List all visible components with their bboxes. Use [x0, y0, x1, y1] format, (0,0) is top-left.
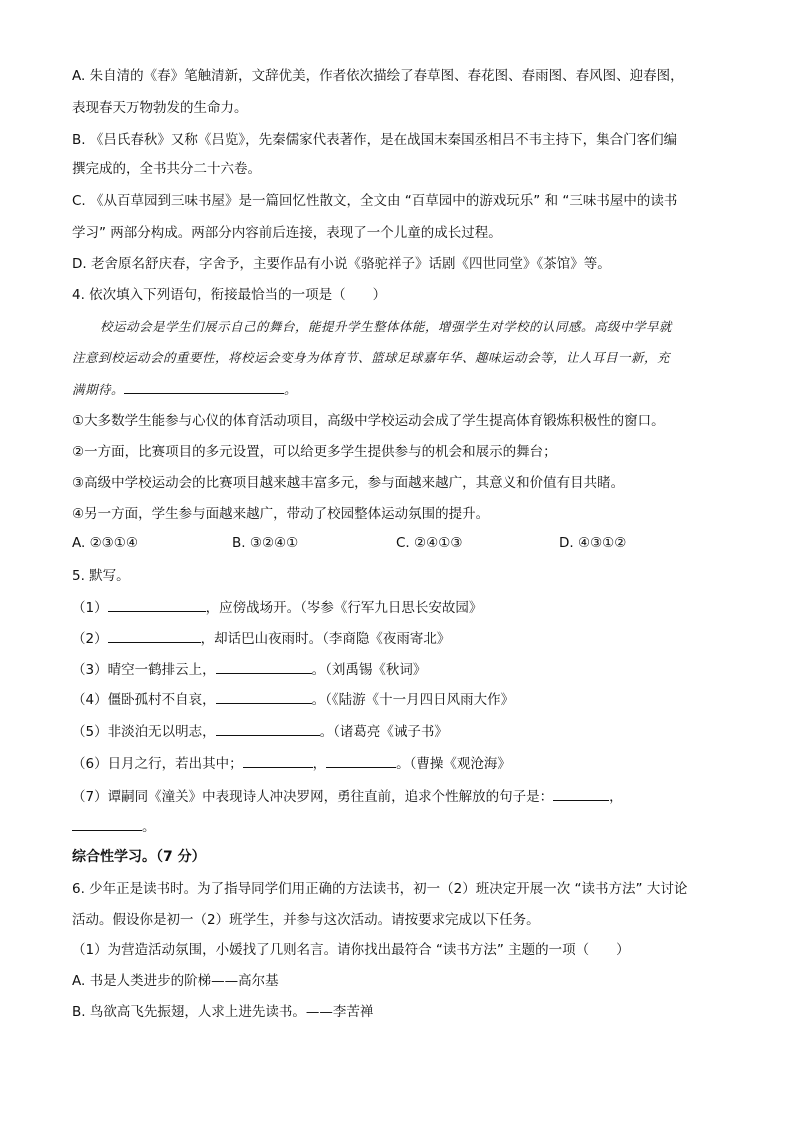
- q4-sentence-2: ②一方面，比赛项目的多元设置，可以给更多学生提供参与的机会和展示的舞台；: [72, 444, 557, 460]
- q3-option-b-line2: 撰完成的，全书共分二十六卷。: [72, 161, 261, 177]
- q3-option-c-line2: 学习” 两部分构成。两部分内容前后连接，表现了一个儿童的成长过程。: [72, 225, 502, 241]
- q5-item-6-comma: ，: [312, 756, 327, 772]
- q3-option-b-line1: B. 《吕氏春秋》又称《吕览》，先秦儒家代表著作，是在战国末秦国丞相吕不韦主持下，集合门客们编: [72, 132, 678, 148]
- q5-item-2-text: ，却话巴山夜雨时。（李商隐《夜雨寄北》: [200, 631, 451, 647]
- section-heading: 综合性学习。（7 分）: [72, 849, 206, 865]
- q4-choice-c[interactable]: C. ②④①③: [396, 535, 463, 551]
- q4-passage-end: 。: [284, 382, 298, 397]
- q3-option-d: D. 老舍原名舒庆春，字舍予，主要作品有小说《骆驼祥子》话剧《四世同堂》《茶馆》等。: [72, 256, 611, 272]
- q4-choices: [72, 535, 712, 553]
- q5-item-2-num: （2）: [72, 631, 108, 647]
- q4-stem: 4. 依次填入下列语句，衔接最恰当的一项是（ ）: [72, 287, 387, 303]
- q5-blank-1[interactable]: [108, 598, 206, 612]
- q5-item-3-text: （3）晴空一鹤排云上，: [72, 662, 216, 678]
- q5-item-7-cont: [72, 817, 156, 836]
- q5-item-6-source: 。（曹操《观沧海》: [396, 756, 511, 772]
- q5-blank-2[interactable]: [108, 629, 201, 643]
- q5-item-4-source: 。（《陆游《十一月四日风雨大作》: [311, 692, 515, 708]
- q5-stem: 5. 默写。: [72, 568, 130, 584]
- q4-answer-blank[interactable]: [124, 380, 284, 394]
- q5-item-6: [72, 754, 511, 773]
- q4-passage-line3: [72, 380, 297, 399]
- q3-option-a-line2: 表现春天万物勃发的生命力。: [72, 100, 248, 116]
- q5-blank-5[interactable]: [216, 722, 320, 736]
- q5-item-2: [72, 629, 450, 648]
- q4-choice-b[interactable]: B. ③②④①: [232, 535, 299, 551]
- q5-item-7-text: （7）谭嗣同《潼关》中表现诗人冲决罗网，勇往直前，追求个性解放的句子是：: [72, 789, 554, 805]
- q5-blank-3[interactable]: [216, 660, 312, 674]
- q4-sentence-1: ①大多数学生能参与心仪的体育活动项目，高级中学校运动会成了学生提高体育锻炼积极性的窗口。: [72, 413, 665, 429]
- q6-stem-line1: 6. 少年正是读书时。为了指导同学们用正确的方法读书，初一（2）班决定开展一次 “读书方法” 大讨论: [72, 881, 688, 897]
- q5-item-6-text: （6）日月之行，若出其中；: [72, 756, 243, 772]
- q5-item-3: [72, 660, 426, 679]
- q5-item-1-text: ，应傍战场开。（岑参《行军九日思长安故园》: [205, 600, 483, 616]
- q4-choice-a[interactable]: A. ②③①④: [72, 535, 138, 551]
- q6-sub-1: （1）为营造活动氛围，小媛找了几则名言。请你找出最符合 “读书方法” 主题的一项（ ）: [72, 942, 630, 958]
- q5-blank-4[interactable]: [216, 690, 312, 704]
- q6-stem-line2: 活动。假设你是初一（2）班学生，并参与这次活动。请按要求完成以下任务。: [72, 912, 540, 928]
- q5-item-7-comma: ，: [609, 789, 623, 805]
- q5-item-4: [72, 690, 514, 709]
- q4-sentence-4: ④另一方面，学生参与面越来越广，带动了校园整体运动氛围的提升。: [72, 506, 490, 522]
- q3-option-c-line1: C. 《从百草园到三味书屋》是一篇回忆性散文，全文由 “百草园中的游戏玩乐” 和 “三味书屋中的读书: [72, 193, 678, 209]
- q5-blank-6b[interactable]: [326, 754, 396, 768]
- q5-blank-7a[interactable]: [553, 787, 609, 801]
- q5-item-1-num: （1）: [72, 600, 108, 616]
- q4-sentence-3: ③高级中学校运动会的比赛项目越来越丰富多元，参与面越来越广，其意义和价值有目共睹。: [72, 475, 625, 491]
- q5-item-7-end: 。: [142, 819, 156, 835]
- q5-item-5-source: 。（诸葛亮《诫子书》: [319, 724, 448, 740]
- q4-passage-text: 满期待。: [72, 382, 125, 397]
- q5-blank-7b[interactable]: [72, 817, 142, 831]
- q5-blank-6a[interactable]: [243, 754, 313, 768]
- q4-passage-line1: 校运动会是学生们展示自己的舞台，能提升学生整体体能，增强学生对学校的认同感。高级中学早就: [100, 319, 673, 334]
- q5-item-3-source: 。（刘禹锡《秋词》: [311, 662, 427, 678]
- q4-choice-d[interactable]: D. ④③①②: [559, 535, 627, 551]
- q6-option-a[interactable]: A. 书是人类进步的阶梯——高尔基: [72, 973, 279, 989]
- q3-option-a-line1: A. 朱自清的《春》笔触清新，文辞优美，作者依次描绘了春草图、春花图、春雨图、春风图、迎春图，: [72, 68, 684, 84]
- q4-passage-line2: 注意到校运动会的重要性，将校运会变身为体育节、篮球足球嘉年华、趣味运动会等，让人耳目一新，充: [72, 350, 671, 365]
- q5-item-5: [72, 722, 448, 741]
- q5-item-1: [72, 598, 482, 617]
- q6-option-b[interactable]: B. 鸟欲高飞先振翅，人求上进先读书。——李苦禅: [72, 1004, 374, 1020]
- q5-item-5-text: （5）非淡泊无以明志，: [72, 724, 216, 740]
- q5-item-4-text: （4）僵卧孤村不自哀，: [72, 692, 216, 708]
- q5-item-7: [72, 787, 623, 806]
